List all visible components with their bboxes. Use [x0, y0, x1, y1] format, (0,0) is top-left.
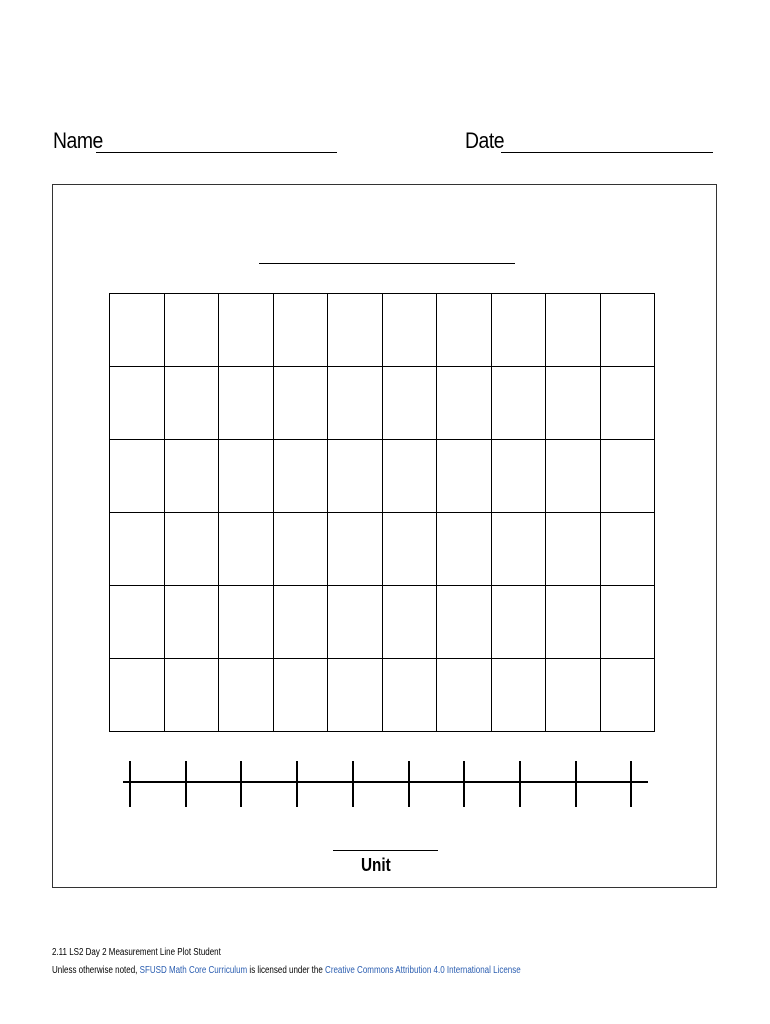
grid-row [110, 440, 655, 513]
grid-cell[interactable] [491, 294, 546, 367]
license-prefix: Unless otherwise noted, [52, 965, 138, 976]
grid-cell[interactable] [164, 367, 219, 440]
grid-cell[interactable] [110, 659, 165, 732]
grid-cell[interactable] [164, 659, 219, 732]
number-line-tick [630, 761, 632, 807]
grid-cell[interactable] [382, 367, 437, 440]
grid-cell[interactable] [437, 513, 492, 586]
grid-cell[interactable] [546, 586, 601, 659]
grid-cell[interactable] [328, 659, 383, 732]
grid-cell[interactable] [164, 586, 219, 659]
number-line [123, 759, 653, 811]
grid-cell[interactable] [437, 367, 492, 440]
name-field[interactable] [96, 152, 337, 153]
footer [52, 944, 752, 980]
grid-cell[interactable] [328, 586, 383, 659]
line-plot-grid [109, 293, 655, 732]
number-line-tick [575, 761, 577, 807]
name-label: Name [53, 128, 103, 153]
grid-cell[interactable] [110, 440, 165, 513]
license-link[interactable]: Creative Commons Attribution 4.0 International License [325, 965, 521, 976]
grid-cell[interactable] [110, 513, 165, 586]
grid-cell[interactable] [219, 294, 274, 367]
grid-cell[interactable] [437, 440, 492, 513]
number-line-tick [519, 761, 521, 807]
grid-cell[interactable] [328, 440, 383, 513]
grid-cell[interactable] [164, 294, 219, 367]
header-row [0, 128, 770, 158]
grid-row [110, 367, 655, 440]
grid-cell[interactable] [382, 659, 437, 732]
grid-cell[interactable] [164, 513, 219, 586]
number-line-tick [129, 761, 131, 807]
grid-cell[interactable] [600, 659, 655, 732]
line-plot-frame [52, 184, 717, 888]
grid-cell[interactable] [273, 367, 328, 440]
grid-cell[interactable] [546, 513, 601, 586]
grid-cell[interactable] [546, 294, 601, 367]
grid-cell[interactable] [273, 586, 328, 659]
grid-cell[interactable] [491, 367, 546, 440]
unit-blank[interactable] [333, 850, 438, 851]
number-line-tick [352, 761, 354, 807]
grid-cell[interactable] [600, 440, 655, 513]
grid-cell[interactable] [219, 586, 274, 659]
grid-cell[interactable] [491, 513, 546, 586]
number-line-tick [185, 761, 187, 807]
license-middle: is licensed under the [249, 965, 323, 976]
number-line-tick [240, 761, 242, 807]
number-line-tick [463, 761, 465, 807]
grid-cell[interactable] [273, 440, 328, 513]
grid-cell[interactable] [437, 294, 492, 367]
grid-cell[interactable] [219, 440, 274, 513]
grid-cell[interactable] [273, 294, 328, 367]
grid-cell[interactable] [491, 440, 546, 513]
grid-cell[interactable] [382, 586, 437, 659]
grid-cell[interactable] [164, 440, 219, 513]
grid-cell[interactable] [219, 659, 274, 732]
grid-row [110, 294, 655, 367]
number-line-tick [296, 761, 298, 807]
grid-cell[interactable] [328, 367, 383, 440]
unit-label: Unit [361, 855, 391, 875]
plot-title-blank[interactable] [259, 263, 515, 264]
grid-cell[interactable] [219, 513, 274, 586]
date-label: Date [465, 128, 505, 153]
grid-cell[interactable] [437, 659, 492, 732]
grid-cell[interactable] [382, 440, 437, 513]
grid-cell[interactable] [110, 586, 165, 659]
grid-cell[interactable] [600, 294, 655, 367]
grid-cell[interactable] [382, 513, 437, 586]
grid-cell[interactable] [273, 659, 328, 732]
date-field[interactable] [501, 152, 713, 153]
grid-cell[interactable] [110, 294, 165, 367]
grid-cell[interactable] [110, 367, 165, 440]
number-line-tick [408, 761, 410, 807]
grid-cell[interactable] [273, 513, 328, 586]
grid-cell[interactable] [491, 586, 546, 659]
grid-cell[interactable] [491, 659, 546, 732]
grid-row [110, 659, 655, 732]
grid-cell[interactable] [382, 294, 437, 367]
grid-cell[interactable] [437, 586, 492, 659]
grid-row [110, 513, 655, 586]
grid-cell[interactable] [219, 367, 274, 440]
doc-title-line [52, 944, 612, 962]
grid-cell[interactable] [600, 367, 655, 440]
license-line [52, 962, 612, 980]
grid-cell[interactable] [328, 513, 383, 586]
grid-row [110, 586, 655, 659]
grid-cell[interactable] [546, 440, 601, 513]
grid-cell[interactable] [328, 294, 383, 367]
grid-cell[interactable] [600, 513, 655, 586]
grid-cell[interactable] [546, 659, 601, 732]
curriculum-link[interactable]: SFUSD Math Core Curriculum [139, 965, 248, 976]
grid-cell[interactable] [600, 586, 655, 659]
number-line-axis [123, 781, 648, 783]
doc-title: 2.11 LS2 Day 2 Measurement Line Plot Student [52, 947, 221, 958]
grid-cell[interactable] [546, 367, 601, 440]
